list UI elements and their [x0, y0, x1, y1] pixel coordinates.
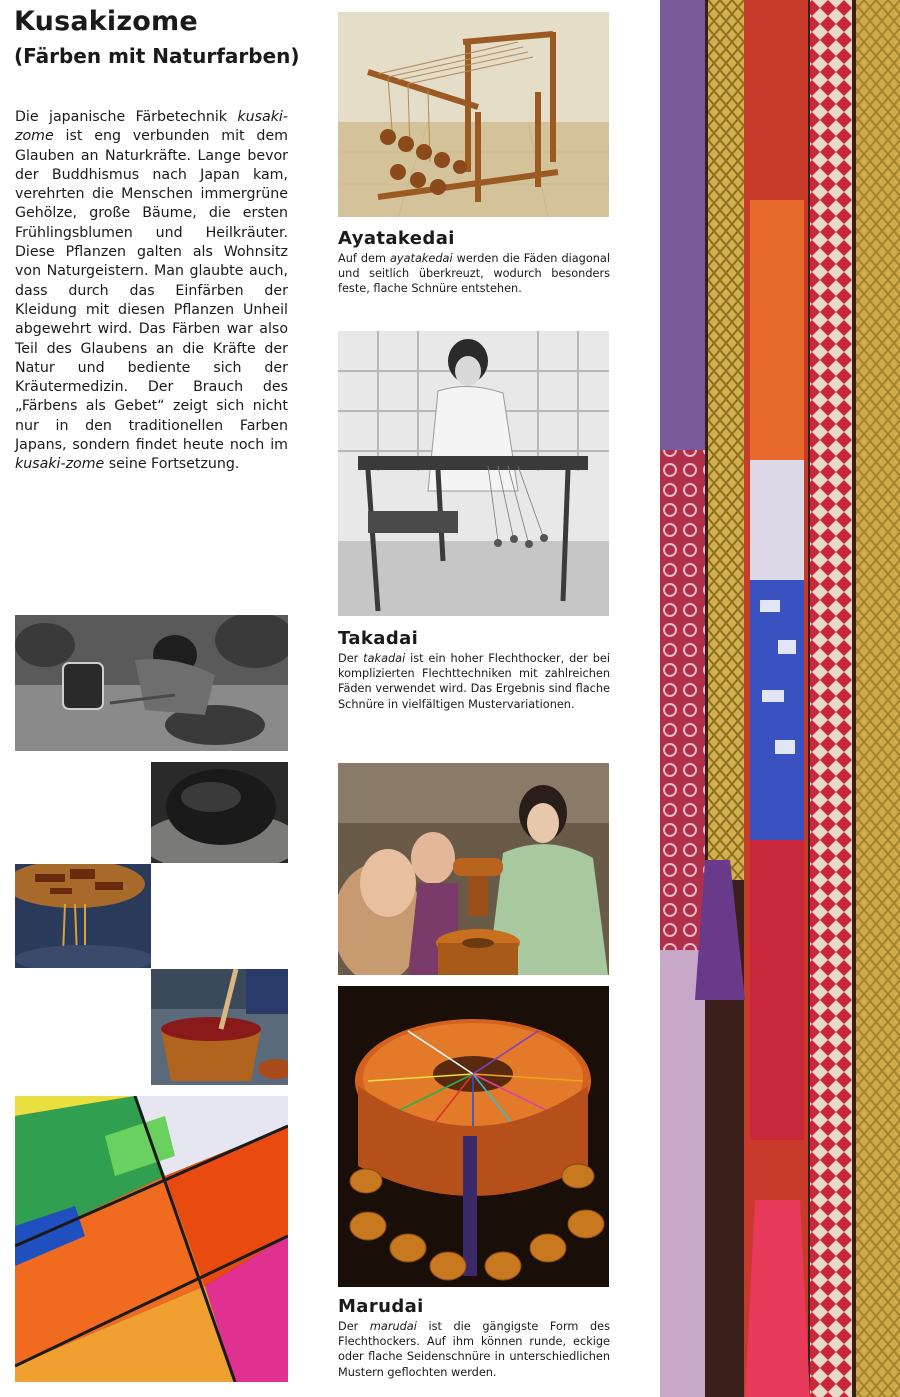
caption-marudai-text	[338, 1319, 610, 1380]
caption-ayatakedai-post: werden die Fäden diagonal und seitlich überkreuzt, wodurch besonders feste, flache Schnüre entstehen.	[338, 252, 610, 296]
intro-text-2: ist eng verbunden mit dem Glauben an Naturkräfte. Lange bevor der Buddhismus nach Japan kam, verehrten die Menschen immergrüne Gehölze, große Bäume, die ersten Frühlingsblumen und Heilkräuter. Diese Pflanzen galten als Wohnsitz von Naturgeistern. Man glaubte auch, dass durch das Einfärben der Kleidung mit diesen Pflanzen Unheil abgewehrt wird. Das Färben war also Teil des Glaubens an die Kräfte der Natur und bediente sich der Kräutermedizin. Der Brauch des „Färbens als Gebet“ zeigt sich nicht nur in den traditionellen Farben Japans, sondern findet heute noch im	[15, 128, 288, 454]
page-title: Kusakizome	[14, 6, 198, 37]
intro-text-3: seine Fortsetzung.	[104, 456, 240, 473]
caption-marudai-term: marudai	[369, 1320, 417, 1333]
caption-takadai-text	[338, 651, 610, 712]
caption-ayatakedai-title: Ayatakedai	[338, 228, 455, 249]
caption-marudai-post: ist die gängigste Form des Flechthockers. Auf ihm können runde, eckige oder flache Seidenschnüre in unterschiedlichen Mustern geflochten werden.	[338, 1320, 610, 1379]
intro-term-1: kusaki-zome	[15, 109, 288, 145]
photo-dye-pot	[151, 762, 288, 863]
caption-takadai-term: takadai	[363, 652, 406, 665]
caption-ayatakedai-text	[338, 251, 610, 297]
intro-text-1: Die japanische Färbetechnik	[15, 109, 238, 125]
page-subtitle: (Färben mit Naturfarben)	[14, 44, 300, 68]
photo-dye-bark	[15, 864, 151, 968]
caption-ayatakedai-term: ayatakedai	[390, 252, 453, 265]
photo-braided-cords	[660, 0, 900, 1397]
caption-marudai-pre: Der	[338, 1320, 370, 1333]
photo-dyeing-stream	[15, 615, 288, 751]
photo-marudai	[338, 986, 609, 1287]
photo-children-braiding	[338, 763, 609, 975]
intro-paragraph	[15, 108, 288, 475]
photo-takadai	[338, 331, 609, 616]
photo-dye-tub	[151, 969, 288, 1085]
photo-dyed-threads	[15, 1096, 288, 1382]
caption-takadai-pre: Der	[338, 652, 364, 665]
caption-marudai-title: Marudai	[338, 1296, 424, 1317]
intro-term-2: kusaki-zome	[15, 456, 105, 473]
caption-takadai-title: Takadai	[338, 628, 419, 649]
caption-ayatakedai-pre: Auf dem	[338, 252, 390, 265]
caption-takadai-post: ist ein hoher Flechthocker, der bei komplizierten Flechttechniken mit zahlreichen Fäden verwendet wird. Das Ergebnis sind flache Schnüre in vielfältigen Mustervariationen.	[338, 652, 610, 711]
photo-ayatakedai	[338, 12, 609, 217]
